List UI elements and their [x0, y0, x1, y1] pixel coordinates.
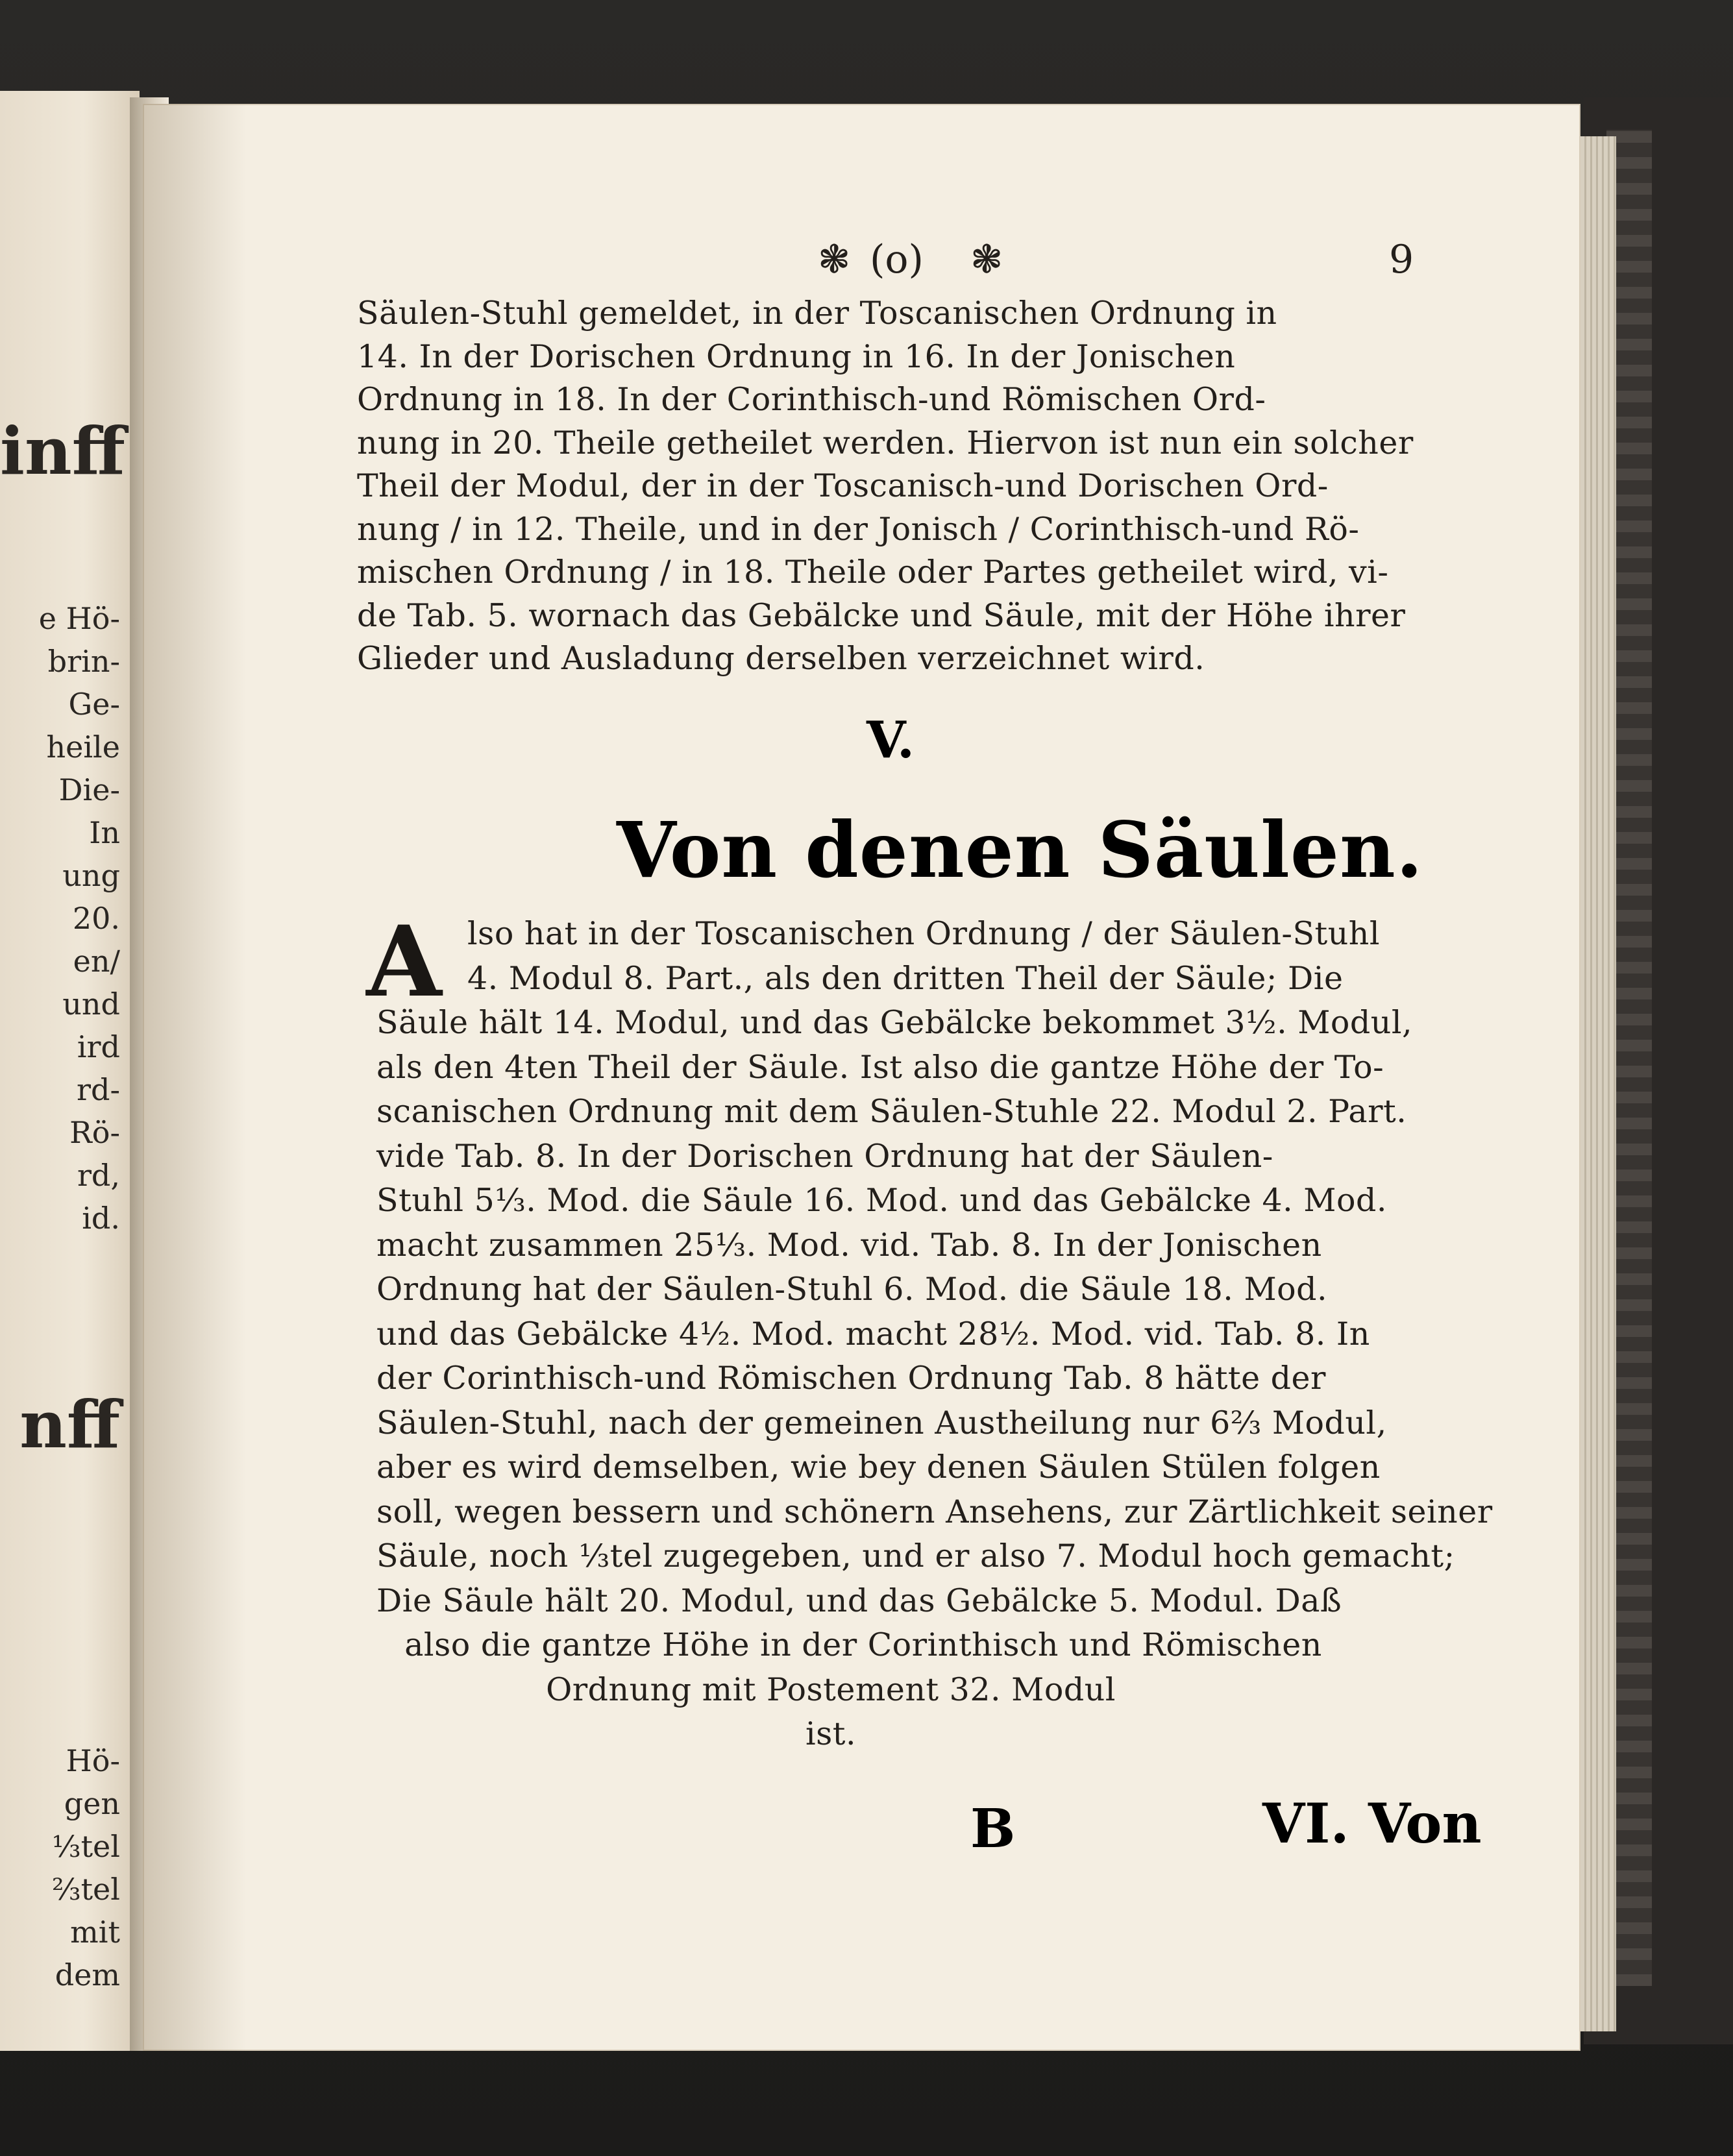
left-fragment-line: brin-	[47, 644, 120, 679]
left-page	[0, 91, 140, 2051]
left-fragment-line: In	[89, 815, 120, 850]
text-line: als den 4ten Theil der Säule. Ist also die gantze Höhe der To-	[376, 1048, 1384, 1086]
text-line: lso hat in der Toscanischen Ordnung / der Säulen-Stuhl	[467, 915, 1380, 952]
section-number: V.	[866, 711, 915, 770]
left-fragment-line: 20.	[72, 901, 120, 936]
catchword: VI. Von	[1262, 1791, 1482, 1856]
text-line: vide Tab. 8. In der Dorischen Ordnung hat der Säulen-	[376, 1137, 1273, 1175]
paragraph-continuation	[357, 292, 1447, 681]
text-line: Ordnung hat der Säulen-Stuhl 6. Mod. die Säule 18. Mod.	[376, 1271, 1328, 1308]
text-line: de Tab. 5. wornach das Gebälcke und Säule, mit der Höhe ihrer	[357, 596, 1406, 634]
left-fragment-line: Rö-	[69, 1115, 120, 1150]
text-line: mischen Ordnung / in 18. Theile oder Partes getheilet wird, vi-	[357, 554, 1389, 591]
left-page-fragment-mid	[0, 597, 140, 1240]
left-fragment-line: inff	[0, 413, 125, 489]
text-line: Ordnung mit Postement 32. Modul	[546, 1671, 1116, 1708]
text-line: nung / in 12. Theile, und in der Jonisch / Corinthisch-und Rö-	[357, 510, 1360, 548]
left-fragment-line: rd,	[77, 1158, 120, 1193]
text-line: Stuhl 5⅓. Mod. die Säule 16. Mod. und das Gebälcke 4. Mod.	[376, 1182, 1387, 1219]
text-line: Theil der Modul, der in der Toscanisch-und Dorischen Ord-	[357, 467, 1329, 504]
left-fragment-line: heile	[46, 729, 120, 765]
section-title: Von denen Säulen.	[617, 805, 1423, 895]
text-line: 14. In der Dorischen Ordnung in 16. In der Jonischen	[357, 337, 1236, 375]
text-line: also die gantze Höhe in der Corinthisch und Römischen	[404, 1626, 1322, 1663]
text-line: Die Säule hält 20. Modul, und das Gebälcke 5. Modul. Daß	[376, 1582, 1342, 1619]
text-line: Säulen-Stuhl gemeldet, in der Toscanischen Ordnung in	[357, 295, 1277, 332]
left-fragment-line: mit	[70, 1915, 120, 1950]
left-page-fragment-top	[0, 415, 140, 487]
text-line: Säule hält 14. Modul, und das Gebälcke bekommet 3½. Modul,	[376, 1004, 1413, 1041]
page-shadow	[143, 104, 247, 2051]
paragraph-columns	[376, 912, 1493, 1757]
text-line: 4. Modul 8. Part., als den dritten Theil der Säule; Die	[467, 959, 1344, 997]
text-line: Säule, noch ⅓tel zugegeben, und er also 7. Modul hoch gemacht;	[376, 1537, 1455, 1574]
text-line: scanischen Ordnung mit dem Säulen-Stuhle 22. Modul 2. Part.	[376, 1093, 1407, 1130]
drop-cap: A	[366, 905, 442, 1019]
text-line: Glieder und Ausladung derselben verzeichnet wird.	[357, 640, 1205, 677]
page-edges	[1580, 136, 1616, 2031]
text-line: ist.	[805, 1715, 857, 1752]
header-center-mark: (o)	[870, 237, 924, 282]
signature-mark: B	[970, 1798, 1016, 1860]
flower-ornament-icon: ❃	[970, 237, 1003, 282]
running-header	[357, 237, 1447, 289]
text-line: und das Gebälcke 4½. Mod. macht 28½. Mod. vid. Tab. 8. In	[376, 1315, 1370, 1353]
left-fragment-line: und	[62, 986, 120, 1022]
left-page-fragment-low	[0, 1386, 140, 1463]
left-fragment-line: id.	[82, 1201, 120, 1236]
left-fragment-line: dem	[55, 1957, 120, 1992]
left-fragment-line: Hö-	[66, 1743, 120, 1778]
text-line: Ordnung in 18. In der Corinthisch-und Römischen Ord-	[357, 381, 1266, 418]
text-line: der Corinthisch-und Römischen Ordnung Tab. 8 hätte der	[376, 1360, 1326, 1397]
page-number: 9	[1389, 237, 1414, 282]
left-fragment-line: ung	[62, 858, 120, 893]
left-fragment-line: ⅔tel	[51, 1872, 120, 1907]
flower-ornament-icon: ❃	[818, 237, 851, 282]
left-fragment-line: rd-	[77, 1072, 120, 1107]
left-fragment-line: e Hö-	[38, 601, 120, 636]
left-fragment-line: gen	[64, 1786, 120, 1821]
left-fragment-line: Ge-	[68, 687, 120, 722]
left-fragment-line: ird	[77, 1029, 120, 1064]
text-line: aber es wird demselben, wie bey denen Säulen Stülen folgen	[376, 1449, 1381, 1486]
left-fragment-line: ⅓tel	[51, 1829, 120, 1864]
text-line: macht zusammen 25⅓. Mod. vid. Tab. 8. In der Jonischen	[376, 1226, 1322, 1264]
left-fragment-line: nff	[19, 1386, 120, 1463]
text-line: soll, wegen bessern und schönern Ansehens, zur Zärtlichkeit seiner	[376, 1493, 1493, 1530]
left-page-fragment-bottom	[0, 1739, 140, 1996]
left-fragment-line: Die-	[58, 772, 120, 807]
text-line: nung in 20. Theile getheilet werden. Hiervon ist nun ein solcher	[357, 424, 1414, 461]
left-fragment-line: en/	[73, 944, 120, 979]
text-line: Säulen-Stuhl, nach der gemeinen Austheilung nur 6⅔ Modul,	[376, 1404, 1387, 1441]
